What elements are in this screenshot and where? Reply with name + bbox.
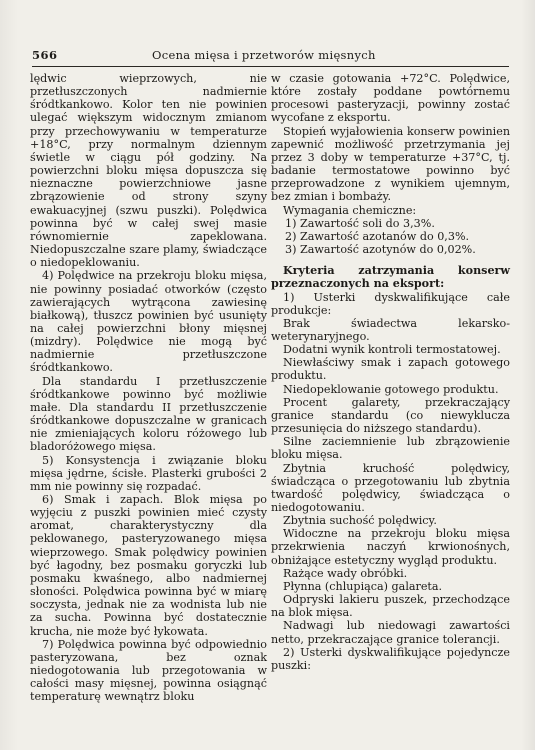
paragraph: 7) Polędwica powinna być odpowiednio pasteryzowana, bez oznak niedogotowania lub przegotowania w całości masy mięsnej, powinna osiągnąć temperaturę wewnątrz bloku (30, 637, 267, 704)
page-number: 566 (32, 48, 58, 62)
paragraph: Dla standardu I przetłuszczenie śródtkankowe powinno być możliwie małe. Dla standardu II przetłuszczenie śródtkankowe dopuszczalne w granicach nie zmieniających koloru różowego lub bladoróżowego mięsa. (30, 374, 267, 454)
paragraph: Zbytnia kruchość polędwicy, świadcząca o przegotowaniu lub zbytnia twardość polędwicy, świadcząca o niedogotowaniu. (271, 461, 510, 514)
chemical-requirements-list (271, 217, 510, 256)
list-item: 3) Zawartość azotynów do 0,02%. (285, 243, 476, 257)
page-header (32, 48, 507, 68)
paragraph: 6) Smak i zapach. Blok mięsa po wyjęciu z puszki powinien mieć czysty aromat, charakterystyczny dla peklowanego, pasteryzowanego mięsa wieprzowego. Smak polędwicy powinien być łagodny, bez posmaku goryczki lub posmaku kwaśnego, albo nadmiernej słoności. Polędwica powinna być w miarę soczysta, jednak nie za wodnista lub nie za sucha. Powinna być dostatecznie krucha, nie może być łykowata. (30, 493, 267, 638)
paragraph: 4) Polędwice na przekroju bloku mięsa, nie powinny posiadać otworków (często zawierających wytrącona zawiesinę białkową), tłuszcz powinien być usunięty na całej powierzchni błony mięsnej (mizdry). Polędwice nie mogą być nadmiernie przetłuszczone śródtkankowo. (30, 269, 267, 375)
paragraph: Niedopeklowanie gotowego produktu. (283, 382, 499, 396)
paragraph: lędwic wieprzowych, nie przetłuszczonych nadmiernie śródtkankowo. Kolor ten nie powinien ulegać większym widocznym zmianom przy przechowywaniu w temperaturze +18°C, przy normalnym dziennym świetle w ciągu pół godziny. Na powierzchni bloku mięsa dopuszcza się nieznaczne powierzchniowe jasne zbrązowienie od strony szyny ewakuacyjnej (szwu puszki). Polędwica powinna być w całej swej masie równomiernie zapeklowana. Niedopuszczalne szare plamy, świadczące o niedopeklowaniu. (30, 72, 267, 270)
paragraph: Niewłaściwy smak i zapach gotowego produktu. (271, 356, 510, 383)
criteria-heading: Kryteria zatrzymania konserw przeznaczonych na eksport: (271, 264, 510, 291)
paragraph: Odpryski lakieru puszek, przechodzące na blok mięsa. (271, 593, 510, 620)
right-column (271, 72, 510, 672)
paragraph: 5) Konsystencja i związanie bloku mięsa jędrne, ścisłe. Plasterki grubości 2 mm nie powinny się rozpadać. (30, 453, 267, 493)
paragraph: Zbytnia suchość polędwicy. (283, 514, 437, 528)
paragraph: 2) Usterki dyskwalifikujące pojedyncze puszki: (271, 645, 510, 672)
scan-shadow-left (0, 0, 18, 750)
paragraph: 1) Usterki dyskwalifikujące całe produkcje: (271, 290, 510, 317)
paragraph: Rażące wady obróbki. (283, 566, 408, 580)
paragraph: Dodatni wynik kontroli termostatowej. (283, 343, 501, 357)
paragraph: Procent galarety, przekraczający granice standardu (co niewyklucza przesunięcia do niższego standardu). (271, 395, 510, 436)
list-item: 2) Zawartość azotanów do 0,3%. (285, 229, 470, 243)
header-rule (32, 66, 509, 67)
chemical-requirements-heading: Wymagania chemiczne: (283, 203, 417, 217)
paragraph: Płynna (chlupiąca) galareta. (283, 579, 443, 593)
paragraph: Nadwagi lub niedowagi zawartości netto, przekraczające granice tolerancji. (271, 619, 510, 646)
paragraph: Stopień wyjałowienia konserw powinien zapewnić możliwość przetrzymania jej przez 3 doby w temperaturze +37°C, tj. badanie termostatowe powinno być przeprowadzone z wynikiem ujemnym, bez zmian i bombaży. (271, 124, 510, 204)
running-title: Ocena mięsa i przetworów mięsnych (152, 48, 376, 62)
paragraph: w czasie gotowania +72°C. Polędwice, które zostały poddane powtórnemu procesowi pasteryzacji, powinny zostać wycofane z eksportu. (271, 72, 510, 125)
left-column (30, 72, 267, 704)
list-item: 1) Zawartość soli do 3,3%. (285, 216, 435, 230)
paragraph: Brak świadectwa lekarsko-weterynaryjnego. (271, 316, 510, 343)
paragraph: Widoczne na przekroju bloku mięsa przekrwienia naczyń krwionośnych, obniżające estetyczny wygląd produktu. (271, 527, 510, 567)
paragraph: Silne zaciemnienie lub zbrązowienie bloku mięsa. (271, 435, 510, 462)
scan-shadow-right (521, 0, 535, 750)
